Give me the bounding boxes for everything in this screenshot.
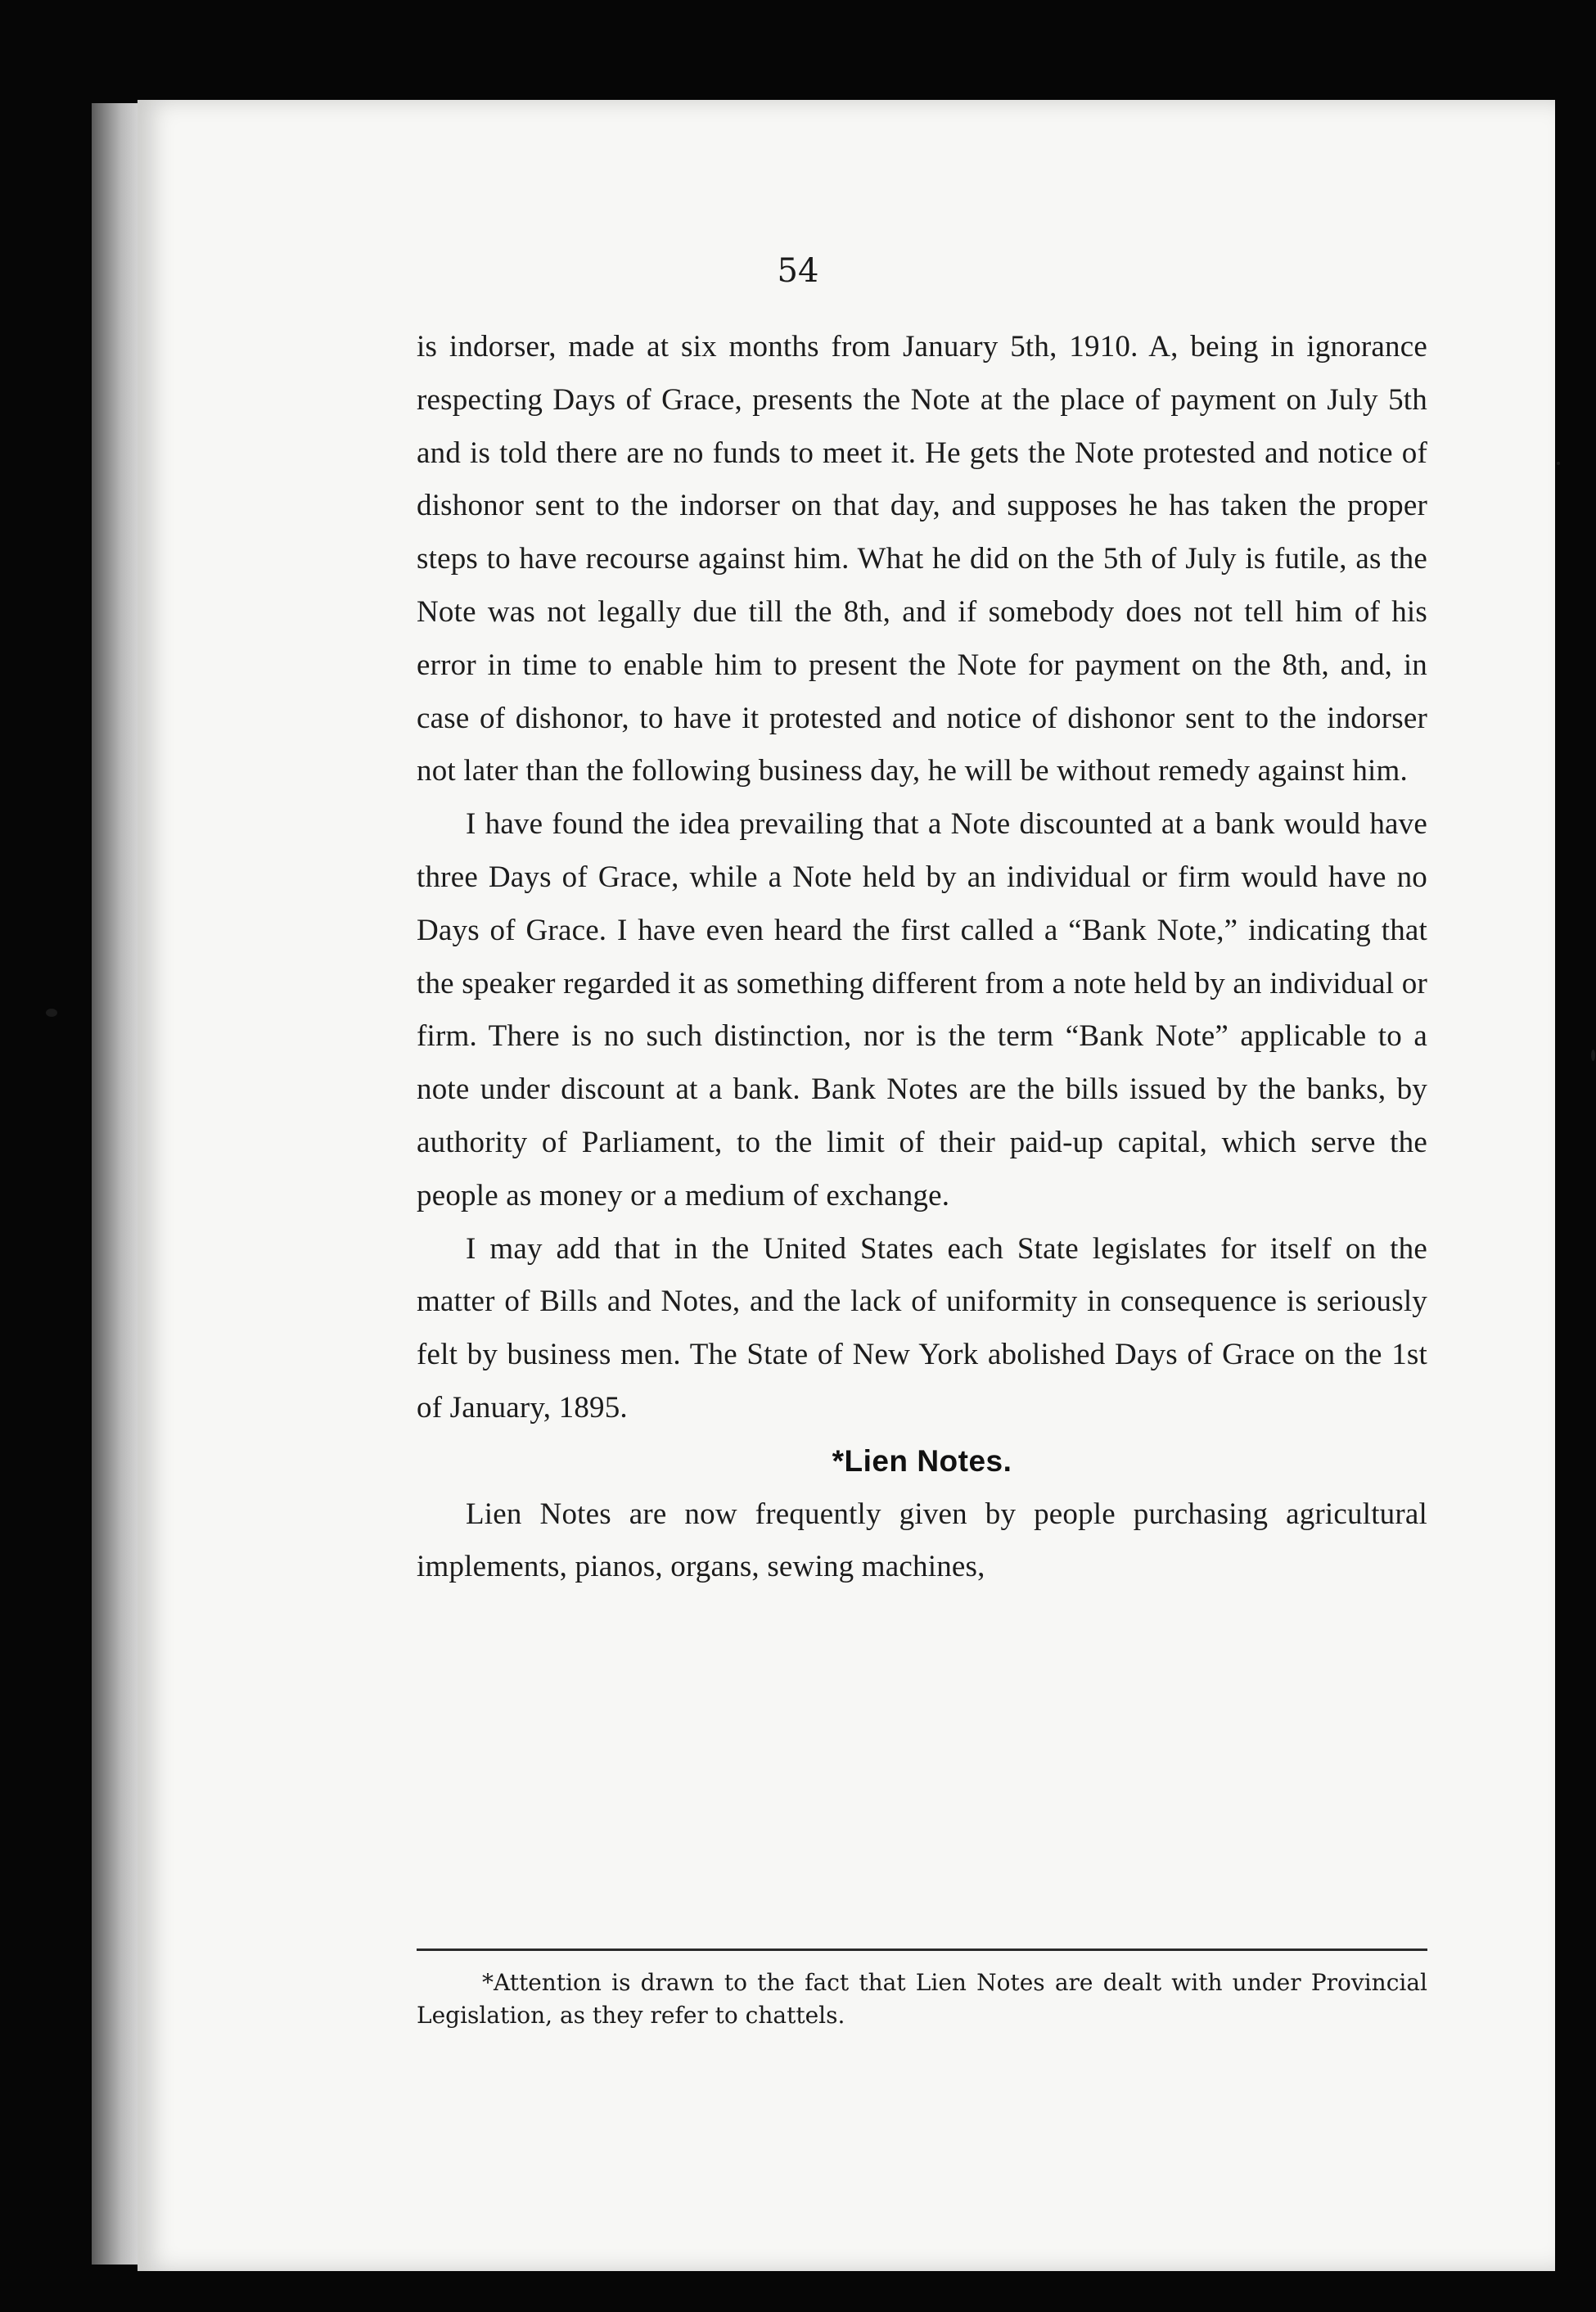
- scan-speck: [46, 1009, 57, 1017]
- page-number: 54: [777, 252, 819, 290]
- footnote-divider: [417, 1948, 1427, 1951]
- footnote: *Attention is drawn to the fact that Lien Notes are dealt with under Provincial Legislation, as they refer to chattels.: [417, 1969, 1427, 2029]
- scan-speck: [1557, 462, 1560, 465]
- paragraph-3: I may add that in the United States each State legislates for itself on the matter of Bills and Notes, and the lack of uniformity in consequence is seriously felt by business men. The State of New York abolished Days of Grace on the 1st of January, 1895.: [417, 1231, 1427, 1425]
- section-paragraph: Lien Notes are now frequently given by people purchasing agricultural implements, pianos, organs, sewing machines,: [417, 1497, 1427, 1584]
- section-heading: *Lien Notes.: [832, 1443, 1012, 1478]
- body-text: [417, 321, 1427, 1594]
- page-edge-shadow: [92, 103, 141, 2265]
- paragraph-1: is indorser, made at six months from January 5th, 1910. A, being in ignorance respecting Days of Grace, presents the Note at the place of payment on July 5th and is told there are no funds to meet it. He gets the Note protested and notice of dishonor sent to the indorser on that day, and supposes he has taken the proper steps to have recourse against him. What he did on the 5th of July is futile, as the Note was not legally due till the 8th, and if somebody does not tell him of his error in time to enable him to present the Note for payment on the 8th, and, in case of dishonor, to have it protested and notice of dishonor sent to the indorser not later than the following business day, he will be without remedy against him.: [417, 330, 1427, 788]
- paragraph-2: I have found the idea prevailing that a Note discounted at a bank would have three Days of Grace, while a Note held by an individual or firm would have no Days of Grace. I have even heard the first called a “Bank Note,” indicating that the speaker regarded it as something different from a note held by an individual or firm. There is no such distinction, nor is the term “Bank Note” applicable to a note under discount at a bank. Bank Notes are the bills issued by the banks, by authority of Parliament, to the limit of their paid-up capital, which serve the people as money or a medium of exchange.: [417, 807, 1427, 1212]
- scan-speck: [1591, 1050, 1595, 1061]
